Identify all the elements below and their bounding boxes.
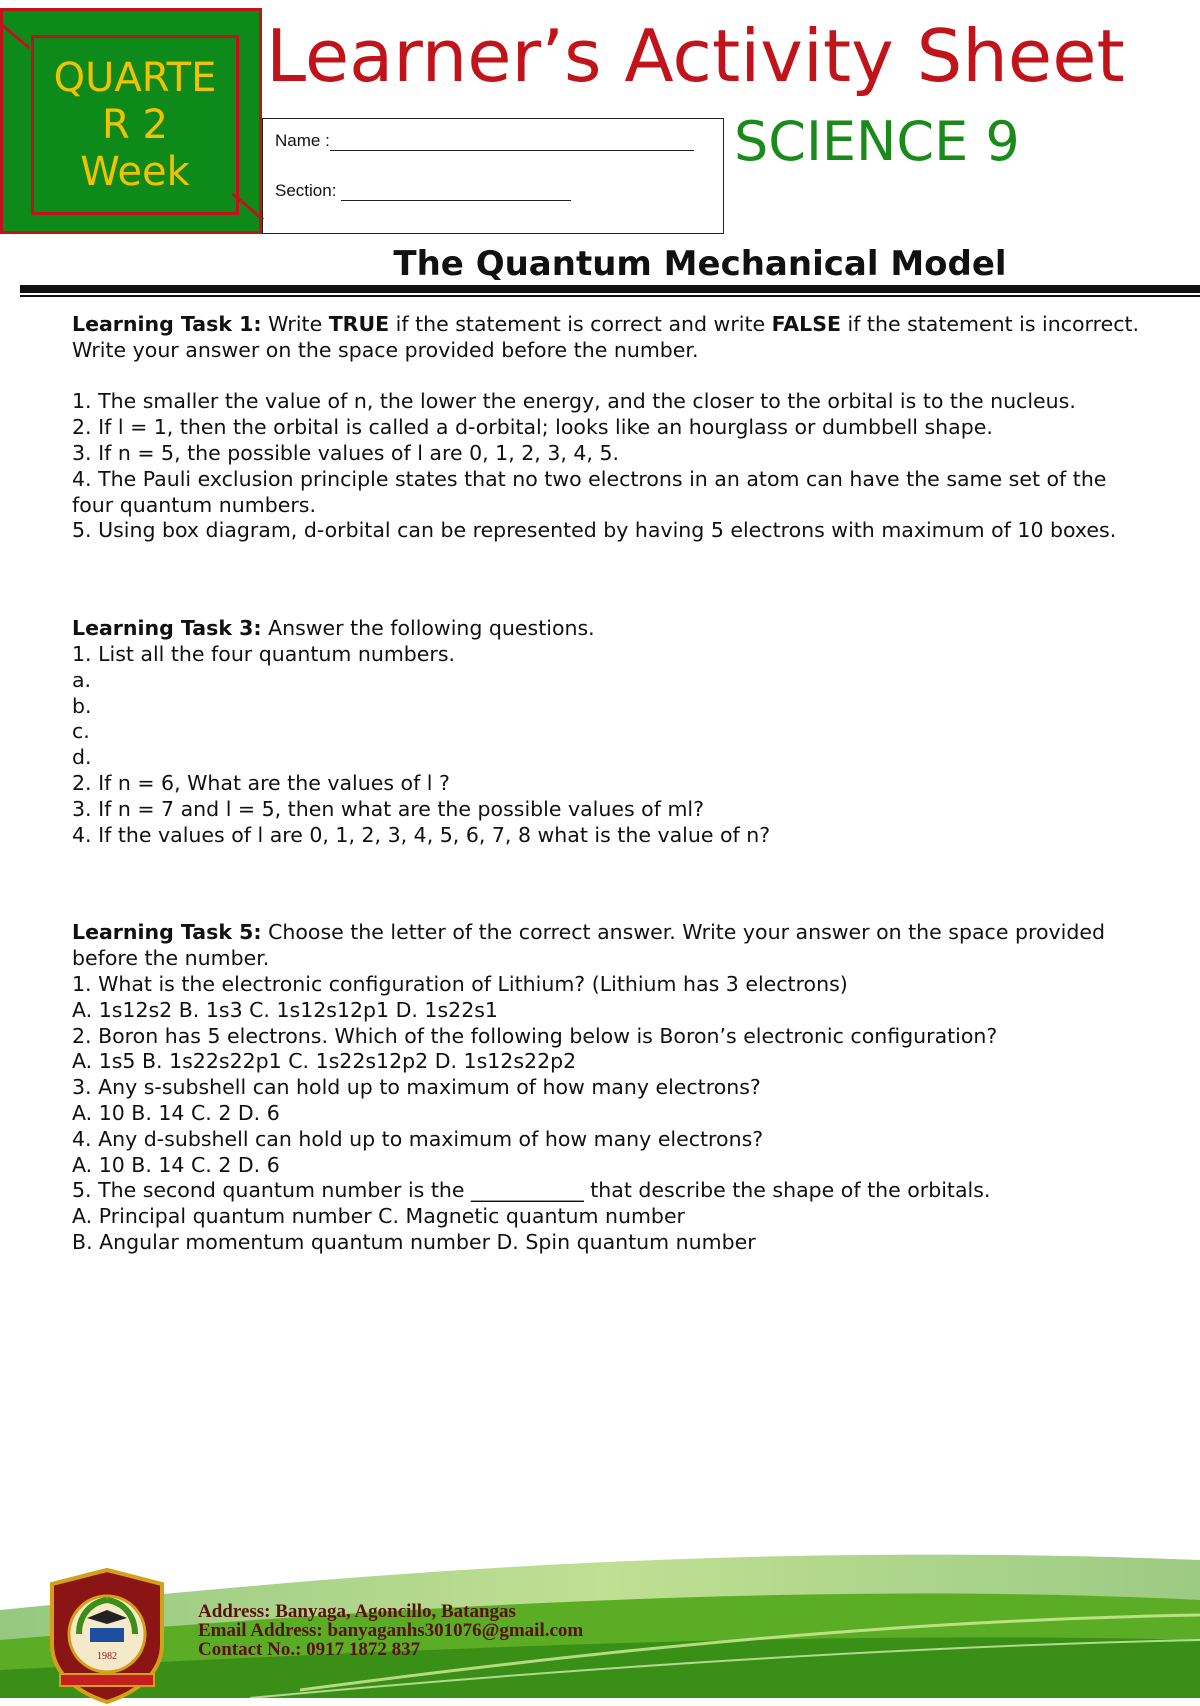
task5-item: 5. The second quantum number is the ___________ that describe the shape of the orbitals.	[72, 1178, 991, 1203]
quarter-line-2: R 2	[102, 101, 168, 148]
task5-item: 1. What is the electronic configuration of Lithium? (Lithium has 3 electrons)	[72, 971, 848, 996]
section-row	[275, 181, 571, 201]
task5-instructions	[72, 920, 1142, 972]
page-title: Learner’s Activity Sheet	[266, 14, 1125, 98]
task5-item: A. Principal quantum number C. Magnetic quantum number	[72, 1204, 685, 1229]
name-label: Name :	[275, 131, 330, 150]
task1-instr-a: Write	[261, 312, 329, 336]
task5-instr: Choose the letter of the correct answer. Write your answer on the space provided before the number.	[72, 920, 1105, 971]
section-label: Section:	[275, 181, 337, 200]
task5-item: 4. Any d-subshell can hold up to maximum of how many electrons?	[72, 1126, 764, 1151]
quarter-badge	[0, 8, 262, 234]
quarter-line-3: Week	[80, 148, 190, 195]
task1-item: 3. If n = 5, the possible values of l are 0, 1, 2, 3, 4, 5.	[72, 440, 620, 465]
task5-item: A. 10 B. 14 C. 2 D. 6	[72, 1100, 280, 1125]
name-section-box	[262, 118, 724, 234]
task3-item: c.	[72, 719, 90, 744]
task1-item: 1. The smaller the value of n, the lower the energy, and the closer to the orbital is to the nucleus.	[72, 389, 1076, 414]
task3-instr: Answer the following questions.	[261, 616, 595, 641]
task5-item: A. 1s5 B. 1s22s22p1 C. 1s22s12p2 D. 1s12s22p2	[72, 1049, 577, 1074]
quarter-badge-inner	[31, 35, 239, 215]
task5-item: 3. Any s-subshell can hold up to maximum of how many electrons?	[72, 1075, 761, 1100]
section-field[interactable]	[341, 184, 571, 201]
subject-title: SCIENCE 9	[734, 110, 1020, 173]
task3-item: b.	[72, 693, 92, 718]
quarter-line-1: QUARTE	[53, 54, 217, 101]
task5-item: A. 10 B. 14 C. 2 D. 6	[72, 1152, 280, 1177]
contact-line: Contact No.: 0917 1872 837	[198, 1639, 421, 1660]
name-field[interactable]	[330, 134, 694, 151]
task5-item: B. Angular momentum quantum number D. Spin quantum number	[72, 1229, 756, 1254]
header-rule	[20, 285, 1200, 293]
task3-instructions	[72, 616, 1142, 642]
address-line: Address: Banyaga, Agoncillo, Batangas	[198, 1601, 516, 1622]
school-seal	[32, 1566, 182, 1706]
false-word: FALSE	[771, 312, 841, 336]
task5-heading: Learning Task 5:	[72, 920, 262, 945]
task3-item: 2. If n = 6, What are the values of l ?	[72, 770, 450, 795]
task3-heading: Learning Task 3:	[72, 616, 262, 641]
name-row	[275, 131, 694, 151]
header-rule-thin	[20, 295, 1200, 297]
task1-instr-b: if the statement is correct and write	[389, 312, 772, 336]
task3-item: 1. List all the four quantum numbers.	[72, 641, 456, 666]
task1-heading: Learning Task 1:	[72, 312, 262, 336]
task3-item: 3. If n = 7 and l = 5, then what are the possible values of ml?	[72, 796, 704, 821]
worksheet-content	[72, 312, 1142, 1256]
task5-item: A. 1s12s2 B. 1s3 C. 1s12s12p1 D. 1s22s1	[72, 997, 498, 1022]
seal-year: 1982	[97, 1651, 117, 1662]
school-contact	[198, 1602, 583, 1659]
task1-instructions	[72, 312, 1142, 364]
task1-item: 2. If l = 1, then the orbital is called a d-orbital; looks like an hourglass or dumbbell shape.	[72, 415, 993, 440]
task3-item: d.	[72, 745, 92, 770]
task1-item: 4. The Pauli exclusion principle states that no two electrons in an atom can have the same set of the four quantum numbers.	[72, 466, 1107, 517]
task3-item: 4. If the values of l are 0, 1, 2, 3, 4, 5, 6, 7, 8 what is the value of n?	[72, 822, 771, 847]
topic-title: The Quantum Mechanical Model	[393, 244, 1007, 284]
task1-item: 5. Using box diagram, d-orbital can be represented by having 5 electrons with maximum of 10 boxes.	[72, 518, 1117, 543]
task5-item: 2. Boron has 5 electrons. Which of the following below is Boron’s electronic configuration?	[72, 1023, 998, 1048]
task3-item: a.	[72, 667, 92, 692]
true-word: TRUE	[328, 312, 390, 336]
email-line: Email Address: banyaganhs301076@gmail.com	[198, 1620, 584, 1641]
task1-instr-c: if the statement is incorrect. Write your answer on the space provided before the number.	[72, 312, 1140, 362]
